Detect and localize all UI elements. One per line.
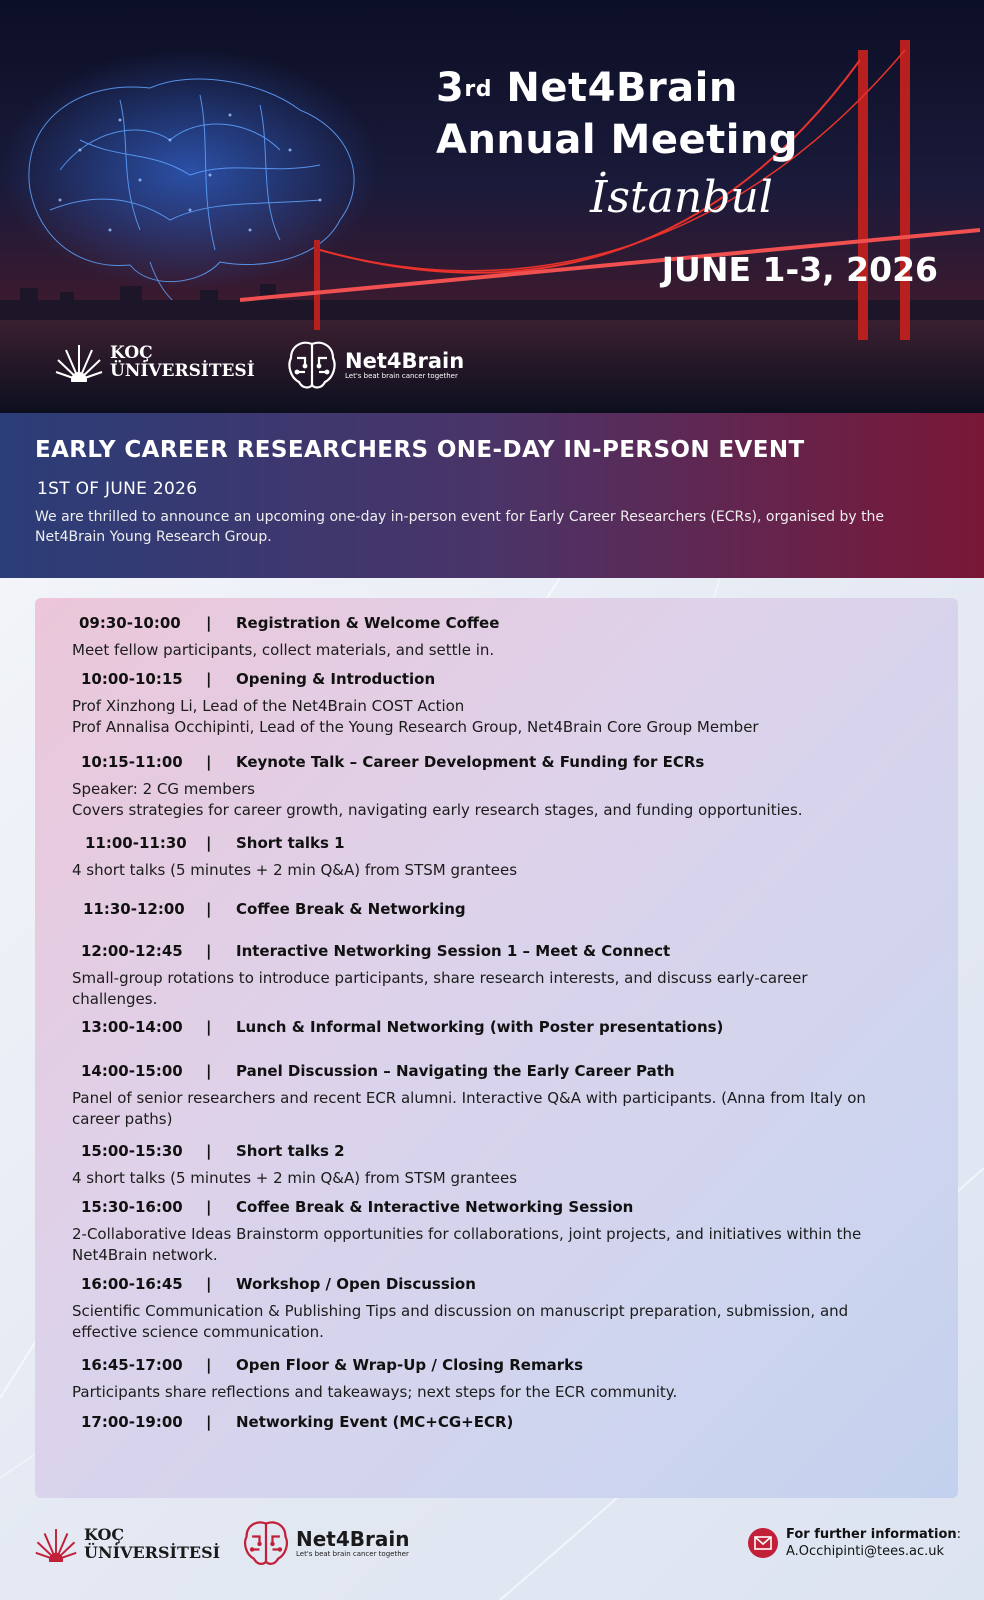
session-time: 09:30-10:00 (79, 614, 181, 632)
session-title: Networking Event (MC+CG+ECR) (236, 1413, 514, 1431)
separator: | (206, 900, 212, 918)
session-time: 17:00-19:00 (81, 1413, 183, 1431)
meeting-dates: JUNE 1-3, 2026 (661, 250, 938, 289)
session-detail-line: Small-group rotations to introduce participants, share research interests, and discuss early-career challenges. (72, 969, 808, 1008)
koc-sunburst-icon (34, 1526, 78, 1562)
session-title: Panel Discussion – Navigating the Early Career Path (236, 1062, 675, 1080)
session-title: Interactive Networking Session 1 – Meet & Connect (236, 942, 671, 960)
separator: | (206, 1142, 212, 1160)
session-detail-line: 2-Collaborative Ideas Brainstorm opportunities for collaborations, joint projects, and initiatives within the Net4Brain network. (72, 1225, 862, 1264)
session-time: 16:45-17:00 (81, 1356, 183, 1374)
schedule-item-header (35, 614, 935, 636)
session-title: Open Floor & Wrap-Up / Closing Remarks (236, 1356, 584, 1374)
session-time: 10:15-11:00 (81, 753, 183, 771)
separator: | (206, 753, 212, 771)
session-detail-line: 4 short talks (5 minutes + 2 min Q&A) from STSM grantees (72, 861, 518, 879)
koc-sunburst-icon (54, 342, 104, 382)
net4brain-logo-tagline: Let's beat brain cancer together (345, 371, 458, 380)
session-title: Registration & Welcome Coffee (236, 614, 500, 632)
schedule-item-header (35, 1356, 935, 1378)
event-date: 1ST OF JUNE 2026 (37, 479, 198, 499)
separator: | (206, 1198, 212, 1216)
contact-email[interactable]: A.Occhipinti@tees.ac.uk (786, 1544, 944, 1559)
schedule-item-header (35, 1413, 935, 1435)
session-time: 15:30-16:00 (81, 1198, 183, 1216)
net4brain-logo (285, 338, 464, 392)
session-title: Workshop / Open Discussion (236, 1275, 476, 1293)
session-detail-line: Prof Xinzhong Li, Lead of the Net4Brain COST Action (72, 697, 465, 715)
footer-koc-logo-line1: KOÇ (84, 1525, 125, 1544)
mail-icon (748, 1528, 778, 1558)
session-detail-line: Panel of senior researchers and recent ECR alumni. Interactive Q&A with participants. (Anna from Italy on career paths) (72, 1089, 866, 1128)
contact-info (748, 1526, 961, 1560)
session-time: 11:30-12:00 (83, 900, 185, 918)
schedule-item-header (35, 1018, 935, 1040)
session-title: Short talks 2 (236, 1142, 345, 1160)
session-details (72, 1382, 892, 1403)
schedule-panel (35, 598, 958, 1498)
event-heading: EARLY CAREER RESEARCHERS ONE-DAY IN-PERSON EVENT (35, 437, 805, 463)
title-ordinal: 3 (436, 65, 465, 111)
session-time: 15:00-15:30 (81, 1142, 183, 1160)
session-detail-line: Speaker: 2 CG members (72, 780, 255, 798)
hero-banner (0, 0, 984, 413)
contact-colon: : (956, 1527, 962, 1542)
net4brain-logo-name: Net4Brain (345, 348, 465, 373)
meeting-city: İstanbul (590, 172, 773, 223)
session-detail-line: Scientific Communication & Publishing Tips and discussion on manuscript preparation, submission, and effective science communication. (72, 1302, 849, 1341)
schedule-item-header (35, 1275, 935, 1297)
event-announcement-banner (0, 413, 984, 578)
event-description: We are thrilled to announce an upcoming one-day in-person event for Early Career Researchers (ECRs), organised by the Net4Brain Young Research Group. (35, 509, 885, 545)
schedule-item-header (35, 1142, 935, 1164)
footer-koc-logo (34, 1526, 220, 1562)
koc-university-logo (54, 342, 255, 382)
koc-logo-line1: KOÇ (110, 343, 153, 363)
session-time: 14:00-15:00 (81, 1062, 183, 1080)
session-detail-line: Participants share reflections and takeaways; next steps for the ECR community. (72, 1383, 678, 1401)
session-title: Coffee Break & Interactive Networking Session (236, 1198, 634, 1216)
session-details (72, 1224, 892, 1266)
session-details (72, 1088, 892, 1130)
session-time: 12:00-12:45 (81, 942, 183, 960)
session-details (72, 779, 892, 821)
session-details (72, 1168, 892, 1189)
session-time: 16:00-16:45 (81, 1275, 183, 1293)
title-ordinal-suffix: rd (464, 77, 492, 102)
schedule-item-header (35, 1198, 935, 1220)
session-details (72, 860, 892, 881)
schedule-item-header (35, 753, 935, 775)
footer-net4brain-tagline: Let's beat brain cancer together (296, 1549, 409, 1558)
separator: | (206, 1356, 212, 1374)
session-title: Short talks 1 (236, 834, 345, 852)
title-line-1: Net4Brain (506, 65, 738, 111)
session-detail-line: Covers strategies for career growth, navigating early research stages, and funding opportunities. (72, 801, 803, 819)
meeting-title (436, 62, 798, 166)
session-title: Lunch & Informal Networking (with Poster presentations) (236, 1018, 724, 1036)
session-details (72, 696, 892, 738)
session-details (72, 968, 892, 1010)
schedule-item-header (35, 834, 935, 856)
footer-net4brain-logo (241, 1518, 409, 1568)
separator: | (206, 1275, 212, 1293)
session-detail-line: 4 short talks (5 minutes + 2 min Q&A) from STSM grantees (72, 1169, 518, 1187)
koc-logo-line2: ÜNİVERSİTESİ (110, 361, 255, 381)
session-title: Keynote Talk – Career Development & Funding for ECRs (236, 753, 705, 771)
schedule-item-header (35, 942, 935, 964)
net4brain-brain-icon (241, 1518, 291, 1568)
session-detail-line: Prof Annalisa Occhipinti, Lead of the Young Research Group, Net4Brain Core Group Member (72, 718, 759, 736)
separator: | (206, 614, 212, 632)
schedule-item-header (35, 1062, 935, 1084)
session-title: Coffee Break & Networking (236, 900, 466, 918)
session-time: 10:00-10:15 (81, 670, 183, 688)
contact-label: For further information (786, 1527, 957, 1542)
session-details (72, 1301, 892, 1343)
schedule-item-header (35, 670, 935, 692)
separator: | (206, 1018, 212, 1036)
separator: | (206, 942, 212, 960)
session-detail-line: Meet fellow participants, collect materials, and settle in. (72, 641, 495, 659)
title-line-2: Annual Meeting (436, 117, 799, 163)
separator: | (206, 670, 212, 688)
session-time: 11:00-11:30 (85, 834, 187, 852)
footer-net4brain-name: Net4Brain (296, 1526, 410, 1551)
session-time: 13:00-14:00 (81, 1018, 183, 1036)
schedule-item-header (35, 900, 935, 922)
net4brain-brain-icon (285, 338, 339, 392)
session-details (72, 640, 892, 661)
separator: | (206, 1413, 212, 1431)
footer-koc-logo-line2: ÜNİVERSİTESİ (84, 1543, 221, 1562)
separator: | (206, 834, 212, 852)
session-title: Opening & Introduction (236, 670, 436, 688)
separator: | (206, 1062, 212, 1080)
